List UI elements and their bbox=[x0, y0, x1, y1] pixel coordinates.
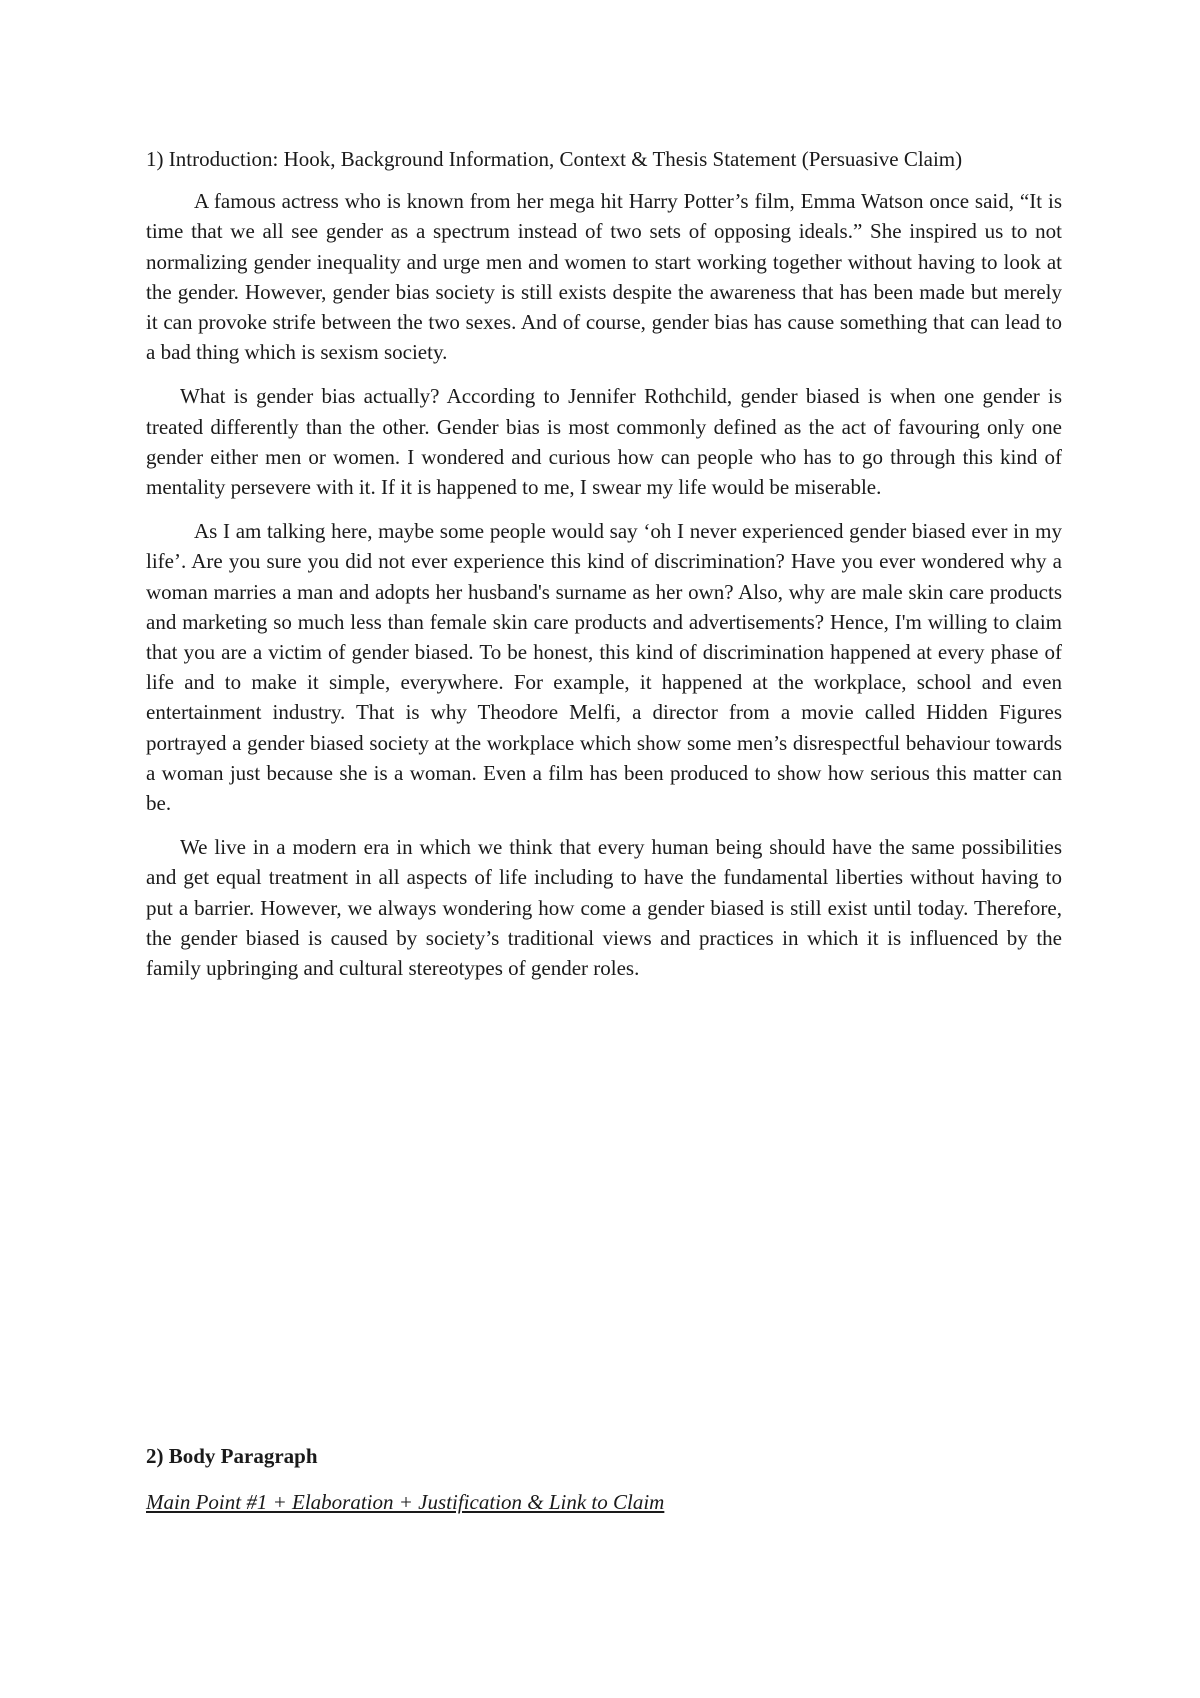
paragraph-examples: As I am talking here, maybe some people would say ‘oh I never experienced gender biased ever in my life’. Are you sure you did not ever experience this kind of discrimination? Have you ever wondered why a woman marries a man and adopts her husband's surname as her own? Also, why are male skin care products and marketing so much less than female skin care products and advertisements? Hence, I'm willing to claim that you are a victim of gender biased. To be honest, this kind of discrimination happened at every phase of life and to make it simple, everywhere. For example, it happened at the workplace, school and even entertainment industry. That is why Theodore Melfi, a director from a movie called Hidden Figures portrayed a gender biased society at the workplace which show some men’s disrespectful behaviour towards a woman just because she is a woman. Even a film has been produced to show how serious this matter can be. bbox=[146, 519, 1062, 816]
body-paragraph-section bbox=[146, 1441, 1062, 1517]
introduction-heading: 1) Introduction: Hook, Background Information, Context & Thesis Statement (Persuasive Claim) bbox=[146, 147, 963, 171]
paragraph-definition: What is gender bias actually? According to Jennifer Rothchild, gender biased is when one gender is treated differently than the other. Gender bias is most commonly defined as the act of favouring only one gender either men or women. I wondered and curious how can people who has to go through this kind of mentality persevere with it. If it is happened to me, I swear my life would be miserable. bbox=[146, 384, 1062, 500]
body-paragraph-heading: 2) Body Paragraph bbox=[146, 1444, 318, 1468]
paragraph-hook: A famous actress who is known from her mega hit Harry Potter’s film, Emma Watson once said, “It is time that we all see gender as a spectrum instead of two sets of opposing ideals.” She inspired us to not normalizing gender inequality and urge men and women to start working together without having to look at the gender. However, gender bias society is still exists despite the awareness that has been made but merely it can provoke strife between the two sexes. And of course, gender bias has cause something that can lead to a bad thing which is sexism society. bbox=[146, 189, 1062, 365]
main-point-heading: Main Point #1 + Elaboration + Justification & Link to Claim bbox=[146, 1490, 665, 1514]
paragraph-thesis: We live in a modern era in which we think that every human being should have the same possibilities and get equal treatment in all aspects of life including to have the fundamental liberties without having to put a barrier. However, we always wondering how come a gender biased is still exist until today. Therefore, the gender biased is caused by society’s traditional views and practices in which it is influenced by the family upbringing and cultural stereotypes of gender roles. bbox=[146, 835, 1062, 981]
introduction-section bbox=[146, 144, 1062, 997]
